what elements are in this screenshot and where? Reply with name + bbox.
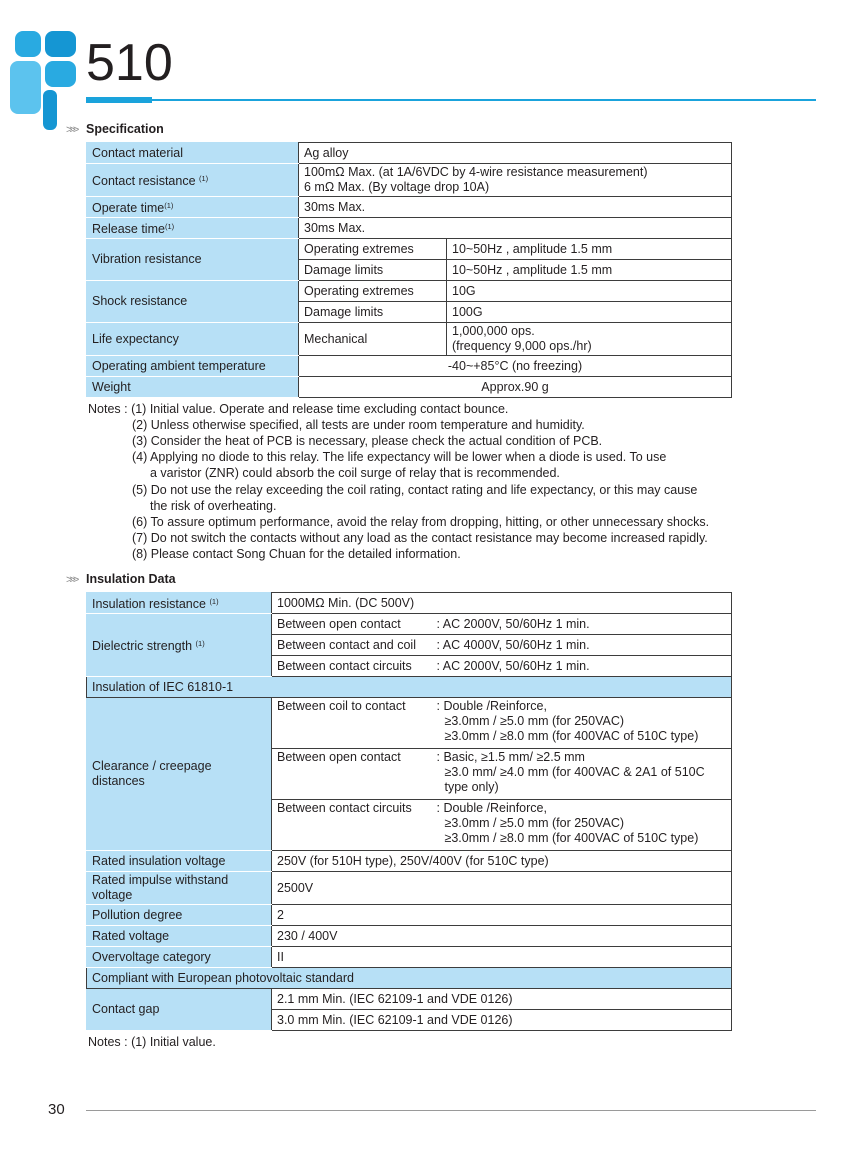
note-line: the risk of overheating. [150,499,277,513]
note-line: (7) Do not switch the contacts without any load as the contact resistance may become increased rapidly. [132,531,708,545]
row-value: 30ms Max. [299,197,732,218]
table-row [87,593,732,614]
row-label: Shock resistance [87,281,299,323]
row-value: 250V (for 510H type), 250V/400V (for 510C type) [272,851,732,872]
row-label: Contact resistance $^{(1)}$ [87,164,299,197]
row-sublabel: Between open contact [272,749,432,800]
row-sublabel: Between contact and coil [272,635,432,656]
row-value: 100mΩ Max. (at 1A/6VDC by 4-wire resistance measurement) 6 mΩ Max. (By voltage drop 10A) [299,164,732,197]
row-label: Overvoltage category [87,947,272,968]
table-row [87,377,732,398]
row-sublabel: Operating extremes [299,281,447,302]
title-accent-bar [86,97,152,103]
row-label: Clearance / creepage distances [87,698,272,851]
insulation-table [86,592,732,1031]
insulation-heading [66,572,176,586]
row-label: Rated insulation voltage [87,851,272,872]
row-label: Life expectancy [87,323,299,356]
row-sublabel: Between coil to contact [272,698,432,749]
row-value: : Double /Reinforce, ≥3.0mm / ≥5.0 mm (for 250VAC) ≥3.0mm / ≥8.0 mm (for 400VAC of 510C type) [432,698,732,749]
row-value: 2500V [272,872,732,905]
note-line: a varistor (ZNR) could absorb the coil surge of relay that is recommended. [150,466,560,480]
row-value: 10G [447,281,732,302]
row-value: -40~+85°C (no freezing) [299,356,732,377]
row-label: Compliant with European photovoltaic standard [87,968,732,989]
row-label: Vibration resistance [87,239,299,281]
table-row [87,323,732,356]
page-number: 30 [48,1101,65,1118]
row-label: Operating ambient temperature [87,356,299,377]
row-label: Weight [87,377,299,398]
row-value: 10~50Hz , amplitude 1.5 mm [447,260,732,281]
row-value: : AC 4000V, 50/60Hz 1 min. [432,635,732,656]
row-label: Operate time$^{(1)}$ [87,197,299,218]
row-value: 2.1 mm Min. (IEC 62109-1 and VDE 0126) [272,989,732,1010]
note-line: (5) Do not use the relay exceeding the coil rating, contact rating and life expectancy, or this may cause [132,483,698,497]
table-row [87,698,732,749]
row-value: 1000MΩ Min. (DC 500V) [272,593,732,614]
row-label: Rated impulse withstand voltage [87,872,272,905]
row-value: Approx.90 g [299,377,732,398]
table-row [87,851,732,872]
row-value: 1,000,000 ops. (frequency 9,000 ops./hr) [447,323,732,356]
row-label: Insulation of IEC 61810-1 [87,677,732,698]
note-line: (4) Applying no diode to this relay. The life expectancy will be lower when a diode is used. To use [132,450,667,464]
row-sublabel: Damage limits [299,260,447,281]
table-row [87,239,732,260]
row-value: : Basic, ≥1.5 mm/ ≥2.5 mm ≥3.0 mm/ ≥4.0 mm (for 400VAC & 2A1 of 510C type only) [432,749,732,800]
chevrons-icon: >>> [66,574,77,586]
row-value: 3.0 mm Min. (IEC 62109-1 and VDE 0126) [272,1010,732,1031]
table-row [87,926,732,947]
table-row [87,164,732,197]
table-row [87,218,732,239]
row-value: : AC 2000V, 50/60Hz 1 min. [432,656,732,677]
note-line: (6) To assure optimum performance, avoid the relay from dropping, hitting, or other unnecessary shocks. [132,515,710,529]
table-row [87,905,732,926]
table-row [87,197,732,218]
table-row [87,677,732,698]
chevrons-icon: >>> [66,124,77,136]
spec-heading [66,122,164,136]
row-label: Contact gap [87,989,272,1031]
row-value: II [272,947,732,968]
note-line: (8) Please contact Song Chuan for the detailed information. [132,547,461,561]
row-sublabel: Between contact circuits [272,656,432,677]
row-value: 230 / 400V [272,926,732,947]
row-label: Insulation resistance $^{(1)}$ [87,593,272,614]
insulation-notes: Notes : (1) Initial value. [88,1035,216,1049]
note-line: Notes : (1) Initial value. Operate and release time excluding contact bounce. [88,402,509,416]
insulation-heading-text: Insulation Data [86,572,176,586]
title-divider [86,99,816,101]
table-row [87,947,732,968]
row-sublabel: Damage limits [299,302,447,323]
table-row [87,989,732,1010]
row-label: Dielectric strength $^{(1)}$ [87,614,272,677]
note-line: (3) Consider the heat of PCB is necessary, please check the actual condition of PCB. [132,434,603,448]
row-value: 10~50Hz , amplitude 1.5 mm [447,239,732,260]
page-title: 510 [86,34,173,92]
row-value: 2 [272,905,732,926]
row-value: 30ms Max. [299,218,732,239]
row-value: Ag alloy [299,143,732,164]
table-row [87,872,732,905]
note-line: (2) Unless otherwise specified, all tests are under room temperature and humidity. [132,418,585,432]
table-row [87,614,732,635]
row-value: : AC 2000V, 50/60Hz 1 min. [432,614,732,635]
table-row [87,281,732,302]
row-label: Release time$^{(1)}$ [87,218,299,239]
table-row [87,356,732,377]
row-sublabel: Between contact circuits [272,800,432,851]
row-label: Contact material [87,143,299,164]
row-sublabel: Between open contact [272,614,432,635]
row-value: : Double /Reinforce, ≥3.0mm / ≥5.0 mm (for 250VAC) ≥3.0mm / ≥8.0 mm (for 400VAC of 510C type) [432,800,732,851]
footer-divider [86,1110,816,1111]
spec-heading-text: Specification [86,122,164,136]
table-row [87,968,732,989]
row-sublabel: Operating extremes [299,239,447,260]
row-label: Rated voltage [87,926,272,947]
brand-logo-icon [10,30,78,130]
table-row [87,143,732,164]
row-sublabel: Mechanical [299,323,447,356]
spec-table [86,142,732,398]
row-value: 100G [447,302,732,323]
row-label: Pollution degree [87,905,272,926]
